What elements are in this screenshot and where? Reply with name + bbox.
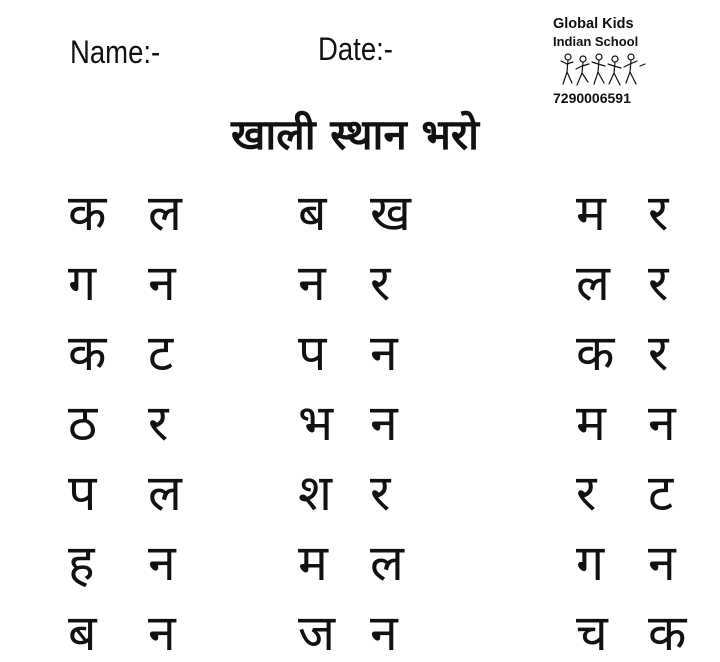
date-label: Date:-	[318, 31, 393, 67]
letter-r4-c3: भ	[298, 394, 334, 452]
running-kids-icon	[560, 52, 646, 88]
letter-r3-c4: न	[370, 324, 398, 382]
letter-r3-c5: क	[576, 324, 615, 382]
letter-r2-c3: न	[298, 254, 326, 312]
letter-r7-c5: च	[576, 604, 608, 662]
letter-r6-c5: ग	[576, 534, 605, 592]
letter-r1-c5: म	[576, 184, 606, 242]
letter-r7-c2: न	[148, 604, 176, 662]
letter-r5-c1: प	[68, 464, 97, 522]
letter-r5-c6: ट	[648, 464, 674, 522]
letter-r3-c6: र	[648, 324, 669, 382]
letter-r1-c1: क	[68, 184, 107, 242]
letter-r5-c2: ल	[148, 464, 182, 522]
letter-r6-c4: ल	[370, 534, 404, 592]
letter-r4-c6: न	[648, 394, 676, 452]
letter-r5-c5: र	[576, 464, 597, 522]
school-name-line1: Global Kids	[553, 16, 634, 32]
letter-r3-c3: प	[298, 324, 327, 382]
letter-r5-c4: र	[370, 464, 391, 522]
letter-r4-c4: न	[370, 394, 398, 452]
letter-r7-c4: न	[370, 604, 398, 662]
letter-r2-c1: ग	[68, 254, 97, 312]
letter-r2-c6: र	[648, 254, 669, 312]
letter-r4-c1: ठ	[68, 394, 98, 452]
letter-r5-c3: श	[298, 464, 332, 522]
letter-r7-c1: ब	[68, 604, 97, 662]
letter-r3-c2: ट	[148, 324, 174, 382]
school-name-line2: Indian School	[553, 34, 639, 49]
letter-r4-c5: म	[576, 394, 606, 452]
letter-r1-c3: ब	[298, 184, 327, 242]
school-phone: 7290006591	[553, 90, 631, 106]
letter-r6-c2: न	[148, 534, 176, 592]
letter-r2-c5: ल	[576, 254, 610, 312]
letter-r7-c6: क	[648, 604, 687, 662]
letter-r6-c1: ह	[68, 534, 95, 592]
letter-r6-c6: न	[648, 534, 676, 592]
letter-r6-c3: म	[298, 534, 328, 592]
letter-r3-c1: क	[68, 324, 107, 382]
name-label: Name:-	[70, 34, 161, 70]
letter-r2-c4: र	[370, 254, 391, 312]
letter-r1-c4: ख	[370, 184, 411, 242]
letter-r7-c3: ज	[298, 604, 336, 662]
letter-r1-c6: र	[648, 184, 669, 242]
worksheet-title: खाली स्थान भरो	[231, 110, 479, 159]
school-logo	[548, 14, 658, 110]
letter-r2-c2: न	[148, 254, 176, 312]
letter-r4-c2: र	[148, 394, 169, 452]
letter-r1-c2: ल	[148, 184, 182, 242]
